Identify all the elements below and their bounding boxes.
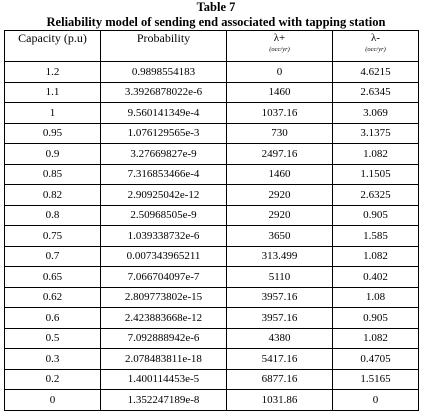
probability-cell: 0.9898554183	[101, 62, 227, 83]
table-caption	[0, 0, 432, 30]
table-row	[5, 103, 419, 124]
lambda-plus-cell: 5417.16	[227, 349, 333, 370]
header-capacity	[5, 31, 101, 62]
table-body	[5, 62, 419, 411]
lambda-plus-cell: 5110	[227, 267, 333, 288]
table-row	[5, 164, 419, 185]
table-row	[5, 185, 419, 206]
lambda-minus-cell: 1.08	[333, 287, 419, 308]
probability-cell: 3.3926878022e-6	[101, 82, 227, 103]
header-lambda-plus-label: λ+	[273, 32, 286, 44]
lambda-minus-cell: 0.905	[333, 205, 419, 226]
header-probability-label: Probability	[136, 31, 191, 45]
capacity-cell: 0.9	[5, 144, 101, 165]
lambda-minus-cell: 1.082	[333, 328, 419, 349]
lambda-minus-cell: 1.5165	[333, 369, 419, 390]
lambda-minus-cell: 2.6325	[333, 185, 419, 206]
lambda-minus-cell: 0.402	[333, 267, 419, 288]
capacity-cell: 0.65	[5, 267, 101, 288]
reliability-table	[4, 30, 419, 411]
lambda-plus-cell: 4380	[227, 328, 333, 349]
lambda-plus-cell: 3650	[227, 226, 333, 247]
lambda-plus-cell: 0	[227, 62, 333, 83]
lambda-plus-cell: 1037.16	[227, 103, 333, 124]
probability-cell: 3.27669827e-9	[101, 144, 227, 165]
lambda-minus-cell: 1.082	[333, 246, 419, 267]
lambda-minus-cell: 3.069	[333, 103, 419, 124]
probability-cell: 9.560141349e-4	[101, 103, 227, 124]
table-row	[5, 123, 419, 144]
probability-cell: 2.809773802e-15	[101, 287, 227, 308]
capacity-cell: 0.6	[5, 308, 101, 329]
probability-cell: 1.400114453e-5	[101, 369, 227, 390]
probability-cell: 1.039338732e-6	[101, 226, 227, 247]
table-row	[5, 144, 419, 165]
capacity-cell: 0	[5, 390, 101, 411]
table-number: Table 7	[196, 0, 236, 14]
capacity-cell: 1.2	[5, 62, 101, 83]
probability-cell: 2.423883668e-12	[101, 308, 227, 329]
capacity-cell: 0.2	[5, 369, 101, 390]
lambda-minus-cell: 2.6345	[333, 82, 419, 103]
probability-cell: 7.316853466e-4	[101, 164, 227, 185]
table-row	[5, 62, 419, 83]
capacity-cell: 0.75	[5, 226, 101, 247]
table-row	[5, 328, 419, 349]
table-row	[5, 287, 419, 308]
capacity-cell: 1	[5, 103, 101, 124]
lambda-plus-cell: 3957.16	[227, 287, 333, 308]
header-lambda-minus	[333, 31, 419, 62]
probability-cell: 7.066704097e-7	[101, 267, 227, 288]
lambda-minus-cell: 4.6215	[333, 62, 419, 83]
lambda-plus-cell: 2920	[227, 205, 333, 226]
header-capacity-label: Capacity (p.u)	[18, 31, 87, 45]
header-lambda-plus-unit: (occ/yr)	[269, 46, 290, 53]
lambda-minus-cell: 0	[333, 390, 419, 411]
lambda-minus-cell: 1.082	[333, 144, 419, 165]
lambda-minus-cell: 1.1505	[333, 164, 419, 185]
header-lambda-minus-label: λ-	[371, 32, 380, 44]
table-row	[5, 369, 419, 390]
table-row	[5, 349, 419, 370]
capacity-cell: 0.8	[5, 205, 101, 226]
header-lambda-plus	[227, 31, 333, 62]
probability-cell: 1.352247189e-8	[101, 390, 227, 411]
capacity-cell: 1.1	[5, 82, 101, 103]
lambda-plus-cell: 1031.86	[227, 390, 333, 411]
capacity-cell: 0.62	[5, 287, 101, 308]
lambda-plus-cell: 2497.16	[227, 144, 333, 165]
probability-cell: 1.076129565e-3	[101, 123, 227, 144]
lambda-plus-cell: 730	[227, 123, 333, 144]
table-row	[5, 267, 419, 288]
capacity-cell: 0.3	[5, 349, 101, 370]
capacity-cell: 0.5	[5, 328, 101, 349]
capacity-cell: 0.85	[5, 164, 101, 185]
header-lambda-minus-unit: (occ/yr)	[365, 46, 386, 53]
lambda-plus-cell: 3957.16	[227, 308, 333, 329]
table-row	[5, 226, 419, 247]
probability-cell: 2.50968505e-9	[101, 205, 227, 226]
lambda-plus-cell: 1460	[227, 164, 333, 185]
lambda-minus-cell: 0.4705	[333, 349, 419, 370]
lambda-plus-cell: 2920	[227, 185, 333, 206]
table-row	[5, 82, 419, 103]
lambda-plus-cell: 6877.16	[227, 369, 333, 390]
table-row	[5, 205, 419, 226]
lambda-plus-cell: 313.499	[227, 246, 333, 267]
lambda-minus-cell: 1.585	[333, 226, 419, 247]
probability-cell: 7.092888942e-6	[101, 328, 227, 349]
probability-cell: 2.078483811e-18	[101, 349, 227, 370]
lambda-minus-cell: 3.1375	[333, 123, 419, 144]
table-title: Reliability model of sending end associated with tapping station	[46, 15, 386, 29]
probability-cell: 2.90925042e-12	[101, 185, 227, 206]
probability-cell: 0.007343965211	[101, 246, 227, 267]
capacity-cell: 0.95	[5, 123, 101, 144]
capacity-cell: 0.7	[5, 246, 101, 267]
capacity-cell: 0.82	[5, 185, 101, 206]
header-row	[5, 31, 419, 62]
lambda-minus-cell: 0.905	[333, 308, 419, 329]
header-probability	[101, 31, 227, 62]
lambda-plus-cell: 1460	[227, 82, 333, 103]
table-row	[5, 308, 419, 329]
table-row	[5, 246, 419, 267]
